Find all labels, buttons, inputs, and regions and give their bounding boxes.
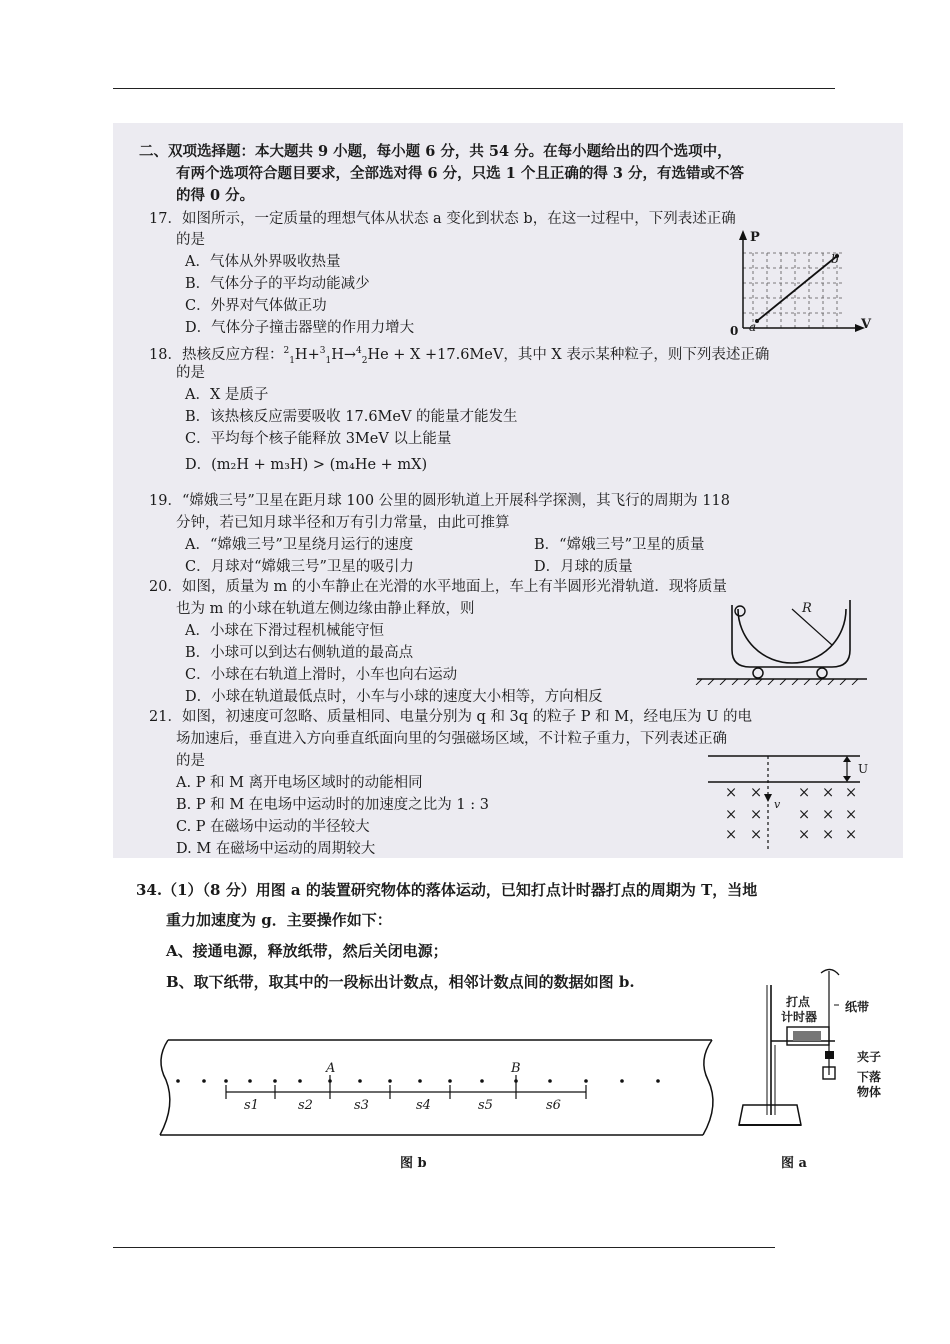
q21-option-b: B. P 和 M 在电场中运动时的加速度之比为 1 : 3 xyxy=(176,797,489,813)
q19-stem-2: 分钟，若已知月球半径和万有引力常量，由此可推算 xyxy=(176,515,510,531)
tape-segment-s1: s1 xyxy=(244,1098,259,1113)
magnetic-cross: × xyxy=(845,785,858,801)
q18-eq-mid: H+ xyxy=(294,346,320,363)
magnetic-cross: × xyxy=(725,827,738,843)
q18-nuclide-h2: $^2_1$ xyxy=(283,346,295,366)
q18-option-d xyxy=(185,456,427,474)
magnetic-cross: × xyxy=(822,785,835,801)
q18-option-b: B．该热核反应需要吸收 17.6MeV 的能量才能发生 xyxy=(185,409,518,425)
q20-figure-r-label: R xyxy=(802,601,812,616)
top-rule xyxy=(113,88,835,89)
tape-segment-s2: s2 xyxy=(298,1098,313,1113)
magnetic-cross: × xyxy=(798,807,811,823)
figure-b-caption: 图 b xyxy=(400,1156,427,1171)
q18-nuclide-h3: $^3_1$ xyxy=(319,346,332,366)
q18-option-d-prefix: D． xyxy=(185,457,212,473)
apparatus-timer-label-1: 打点 xyxy=(786,995,811,1009)
apparatus-object-label-1: 下落 xyxy=(857,1070,882,1084)
magnetic-cross: × xyxy=(845,827,858,843)
section-header-line1: 二、双项选择题：本大题共 9 小题，每小题 6 分，共 54 分。在每小题给出的四个选项中， xyxy=(139,143,732,160)
q20-option-d: D．小球在轨道最低点时，小车与小球的速度大小相等，方向相反 xyxy=(185,689,603,705)
q21-option-a: A. P 和 M 离开电场区域时的动能相同 xyxy=(176,775,423,791)
section-header-line3: 的得 0 分。 xyxy=(176,187,255,204)
bottom-rule xyxy=(113,1247,775,1248)
q34-stem-1: 34.（1）（8 分）用图 a 的装置研究物体的落体运动，已知打点计时器打点的周期为 T，当地 xyxy=(136,881,758,899)
q18-stem-prefix: 18．热核反应方程： xyxy=(149,346,284,363)
q18-option-a: A．X 是质子 xyxy=(185,387,269,403)
q21-stem-2: 场加速后，垂直进入方向垂直纸面向里的匀强磁场区域，不计粒子重力，下列表述正确 xyxy=(176,731,727,747)
figure-a-caption: 图 a xyxy=(781,1156,807,1171)
q18-nuclide-he4: $^4_2$ xyxy=(355,346,368,366)
q19-option-d: D．月球的质量 xyxy=(534,559,633,575)
tape-point-b: B xyxy=(511,1061,521,1076)
magnetic-cross: × xyxy=(725,785,738,801)
q19-stem-1: 19．“嫦娥三号”卫星在距月球 100 公里的圆形轨道上开展科学探测，其飞行的周期为 118 xyxy=(149,493,730,509)
q20-option-b: B．小球可以到达右侧轨道的最高点 xyxy=(185,645,414,661)
q21-stem-1: 21．如图，初速度可忽略、质量相同、电量分别为 q 和 3q 的粒子 P 和 M，经电压为 U 的电 xyxy=(149,709,753,725)
q19-option-b: B．“嫦娥三号”卫星的质量 xyxy=(534,537,705,553)
magnetic-cross: × xyxy=(798,785,811,801)
q18-option-c: C．平均每个核子能释放 3MeV 以上能量 xyxy=(185,431,452,447)
apparatus-clamp-label: 夹子 xyxy=(857,1050,882,1064)
q21-stem-3: 的是 xyxy=(176,753,205,769)
q17-option-d: D．气体分子撞击器壁的作用力增大 xyxy=(185,320,415,336)
tape-segment-s4: s4 xyxy=(416,1098,431,1113)
apparatus-timer-label-2: 计时器 xyxy=(781,1010,818,1024)
magnetic-cross: × xyxy=(822,827,835,843)
section-header-line2: 有两个选项符合题目要求，全部选对得 6 分，只选 1 个且正确的得 3 分，有选错或不答 xyxy=(176,165,745,182)
magnetic-cross: × xyxy=(750,807,763,823)
q19-option-a: A．“嫦娥三号”卫星绕月运行的速度 xyxy=(185,537,414,553)
magnetic-cross: × xyxy=(822,807,835,823)
q17-option-a: A．气体从外界吸收热量 xyxy=(185,254,341,270)
tape-segment-s3: s3 xyxy=(354,1098,369,1113)
q21-figure-u-label: U xyxy=(858,762,869,776)
q18-eq-end: He + X +17.6MeV，其中 X 表示某种粒子，则下列表述正确 xyxy=(367,346,770,363)
q17-stem-1: 17．如图所示，一定质量的理想气体从状态 a 变化到状态 b，在这一过程中，下列表述正确 xyxy=(149,211,736,227)
q18-option-d-expr: (m₂H + m₃H) > (m₄He + mX) xyxy=(211,457,428,473)
q20-option-a: A．小球在下滑过程机械能守恒 xyxy=(185,623,384,639)
q34-paper-tape xyxy=(150,1035,730,1145)
q20-stem-1: 20．如图，质量为 m 的小车静止在光滑的水平地面上，车上有半圆形光滑轨道．现将质量 xyxy=(149,579,727,595)
q17-graph-origin: 0 xyxy=(730,324,739,338)
q18-stem-1 xyxy=(149,342,769,370)
q20-option-c: C．小球在右轨道上滑时，小车也向右运动 xyxy=(185,667,458,683)
q17-graph-point-a: a xyxy=(749,320,757,334)
q17-graph-p-label: P xyxy=(750,230,760,245)
tape-segment-s5: s5 xyxy=(478,1098,493,1113)
apparatus-object-label-2: 物体 xyxy=(857,1085,882,1099)
q34-step-b: B、取下纸带，取其中的一段标出计数点，相邻计数点间的数据如图 b. xyxy=(166,973,635,991)
q18-eq-mid2: H→ xyxy=(331,346,356,363)
q21-option-d: D. M 在磁场中运动的周期较大 xyxy=(176,841,376,857)
q34-step-a: A、接通电源，释放纸带，然后关闭电源； xyxy=(166,942,448,960)
q18-stem-2: 的是 xyxy=(176,365,205,381)
magnetic-cross: × xyxy=(845,807,858,823)
q17-option-c: C．外界对气体做正功 xyxy=(185,298,327,314)
tape-point-a: A xyxy=(326,1061,336,1076)
magnetic-cross: × xyxy=(725,807,738,823)
magnetic-cross: × xyxy=(750,827,763,843)
tape-segment-s6: s6 xyxy=(546,1098,561,1113)
q17-stem-2: 的是 xyxy=(176,232,205,248)
q19-option-c: C．月球对“嫦娥三号”卫星的吸引力 xyxy=(185,559,414,575)
q17-graph-v-label: V xyxy=(861,317,872,332)
magnetic-cross: × xyxy=(798,827,811,843)
q17-graph-point-b: b xyxy=(831,252,839,266)
apparatus-tape-label: 纸带 xyxy=(845,1000,870,1014)
q17-pv-graph xyxy=(725,228,875,340)
q21-figure-v-label: v xyxy=(774,798,781,811)
q20-cart-figure xyxy=(692,595,872,685)
q17-option-b: B．气体分子的平均动能减少 xyxy=(185,276,370,292)
q20-stem-2: 也为 m 的小球在轨道左侧边缘由静止释放，则 xyxy=(176,601,475,617)
q21-option-c: C. P 在磁场中运动的半径较大 xyxy=(176,819,370,835)
magnetic-cross: × xyxy=(750,785,763,801)
q34-stem-2: 重力加速度为 g．主要操作如下： xyxy=(166,911,392,929)
